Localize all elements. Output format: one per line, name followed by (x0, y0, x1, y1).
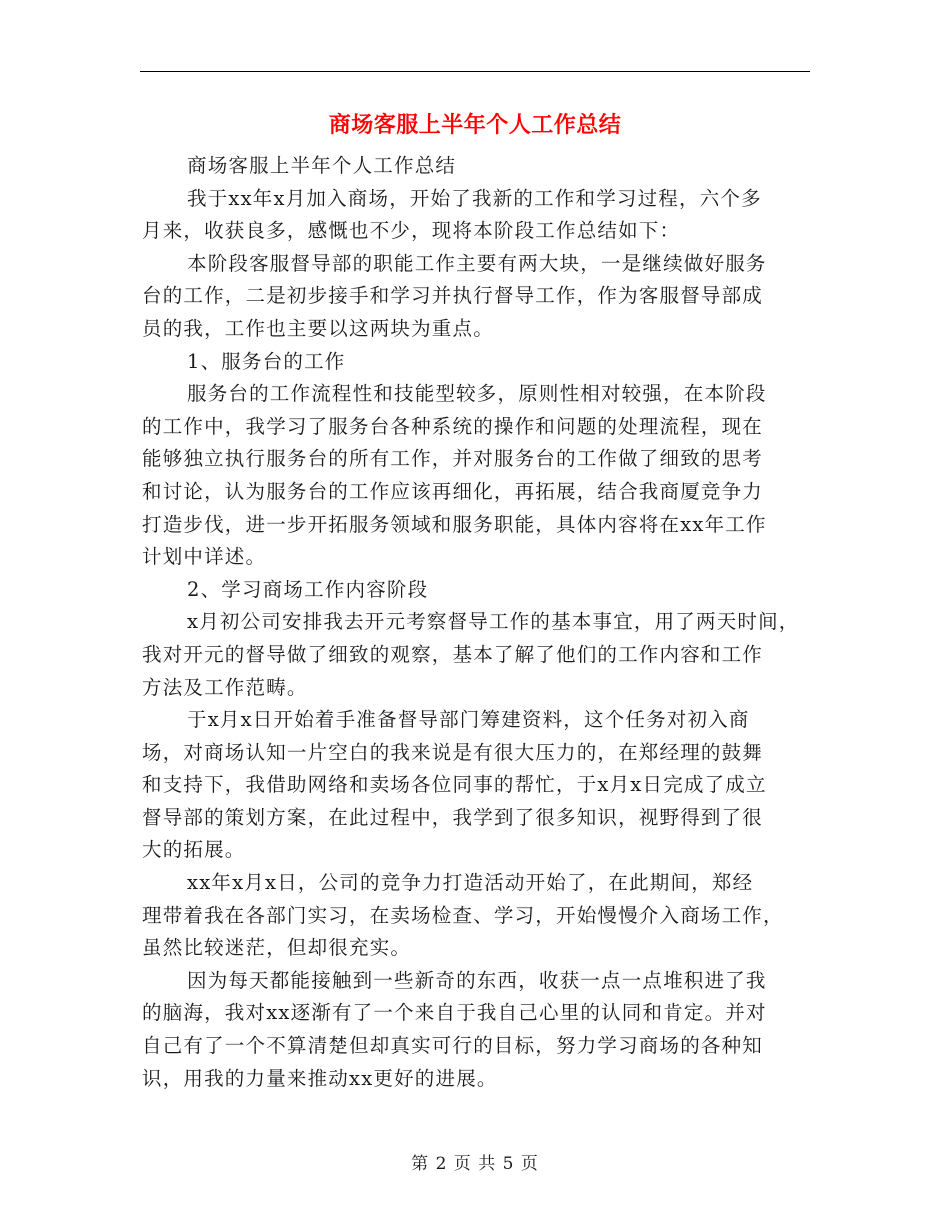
body-line: 的脑海，我对xx逐渐有了一个来自于我自己心里的认同和肯定。并对 (142, 1001, 767, 1025)
body-line: 自己有了一个不算清楚但却真实可行的目标，努力学习商场的各种知 (142, 1034, 764, 1058)
body-line: 于x月x日开始着手准备督导部门筹建资料，这个任务对初入商 (187, 708, 750, 732)
body-line: 我于xx年x月加入商场，开始了我新的工作和学习过程，六个多 (187, 186, 762, 210)
body-line: 督导部的策划方案，在此过程中，我学到了很多知识，视野得到了很 (142, 805, 764, 829)
body-line: 场，对商场认知一片空白的我来说是有很大压力的，在郑经理的鼓舞 (142, 740, 764, 764)
body-line: 和讨论，认为服务台的工作应该再细化，再拓展，结合我商厦竞争力 (142, 479, 764, 503)
body-line: 和支持下，我借助网络和卖场各位同事的帮忙，于x月x日完成了成立 (142, 773, 767, 797)
body-line: 的工作中，我学习了服务台各种系统的操作和问题的处理流程，现在 (142, 414, 764, 438)
body-line: 商场客服上半年个人工作总结 (187, 154, 457, 177)
body-line: 我对开元的督导做了细致的观察，基本了解了他们的工作内容和工作 (142, 642, 764, 666)
body-line: 员的我，工作也主要以这两块为重点。 (142, 316, 494, 340)
page-number: 第 2 页 共 5 页 (411, 1154, 539, 1174)
body-line: 打造步伐，进一步开拓服务领域和服务职能，具体内容将在xx年工作 (142, 512, 767, 536)
body-line: 虽然比较迷茫，但却很充实。 (142, 936, 412, 960)
body-line: 方法及工作范畴。 (142, 675, 308, 699)
body-line: 大的拓展。 (142, 838, 246, 862)
body-line: 计划中详述。 (142, 545, 267, 569)
section-heading: 2、学习商场工作内容阶段 (187, 577, 429, 601)
body-line: 因为每天都能接触到一些新奇的东西，收获一点一点堆积进了我 (187, 968, 767, 992)
body-line: 本阶段客服督导部的职能工作主要有两大块，一是继续做好服务 (187, 251, 767, 275)
header-rule (140, 71, 810, 72)
section-heading: 1、服务台的工作 (187, 349, 346, 373)
body-line: 理带着我在各部门实习，在卖场检查、学习，开始慢慢介入商场工作， (142, 903, 784, 927)
body-line: 识，用我的力量来推动xx更好的进展。 (142, 1066, 498, 1090)
body-line: 台的工作，二是初步接手和学习并执行督导工作，作为客服督导部成 (142, 284, 764, 308)
body-line: 能够独立执行服务台的所有工作，并对服务台的工作做了细致的思考 (142, 447, 764, 471)
body-line: 服务台的工作流程性和技能型较多，原则性相对较强，在本阶段 (187, 382, 767, 406)
document-title: 商场客服上半年个人工作总结 (328, 113, 622, 138)
document-body (142, 150, 810, 1095)
body-line: x月初公司安排我去开元考察督导工作的基本事宜，用了两天时间， (187, 610, 800, 634)
body-line: 月来，收获良多，感慨也不少，现将本阶段工作总结如下： (142, 219, 681, 243)
body-line: xx年x月x日，公司的竞争力打造活动开始了，在此期间，郑经 (187, 871, 754, 895)
